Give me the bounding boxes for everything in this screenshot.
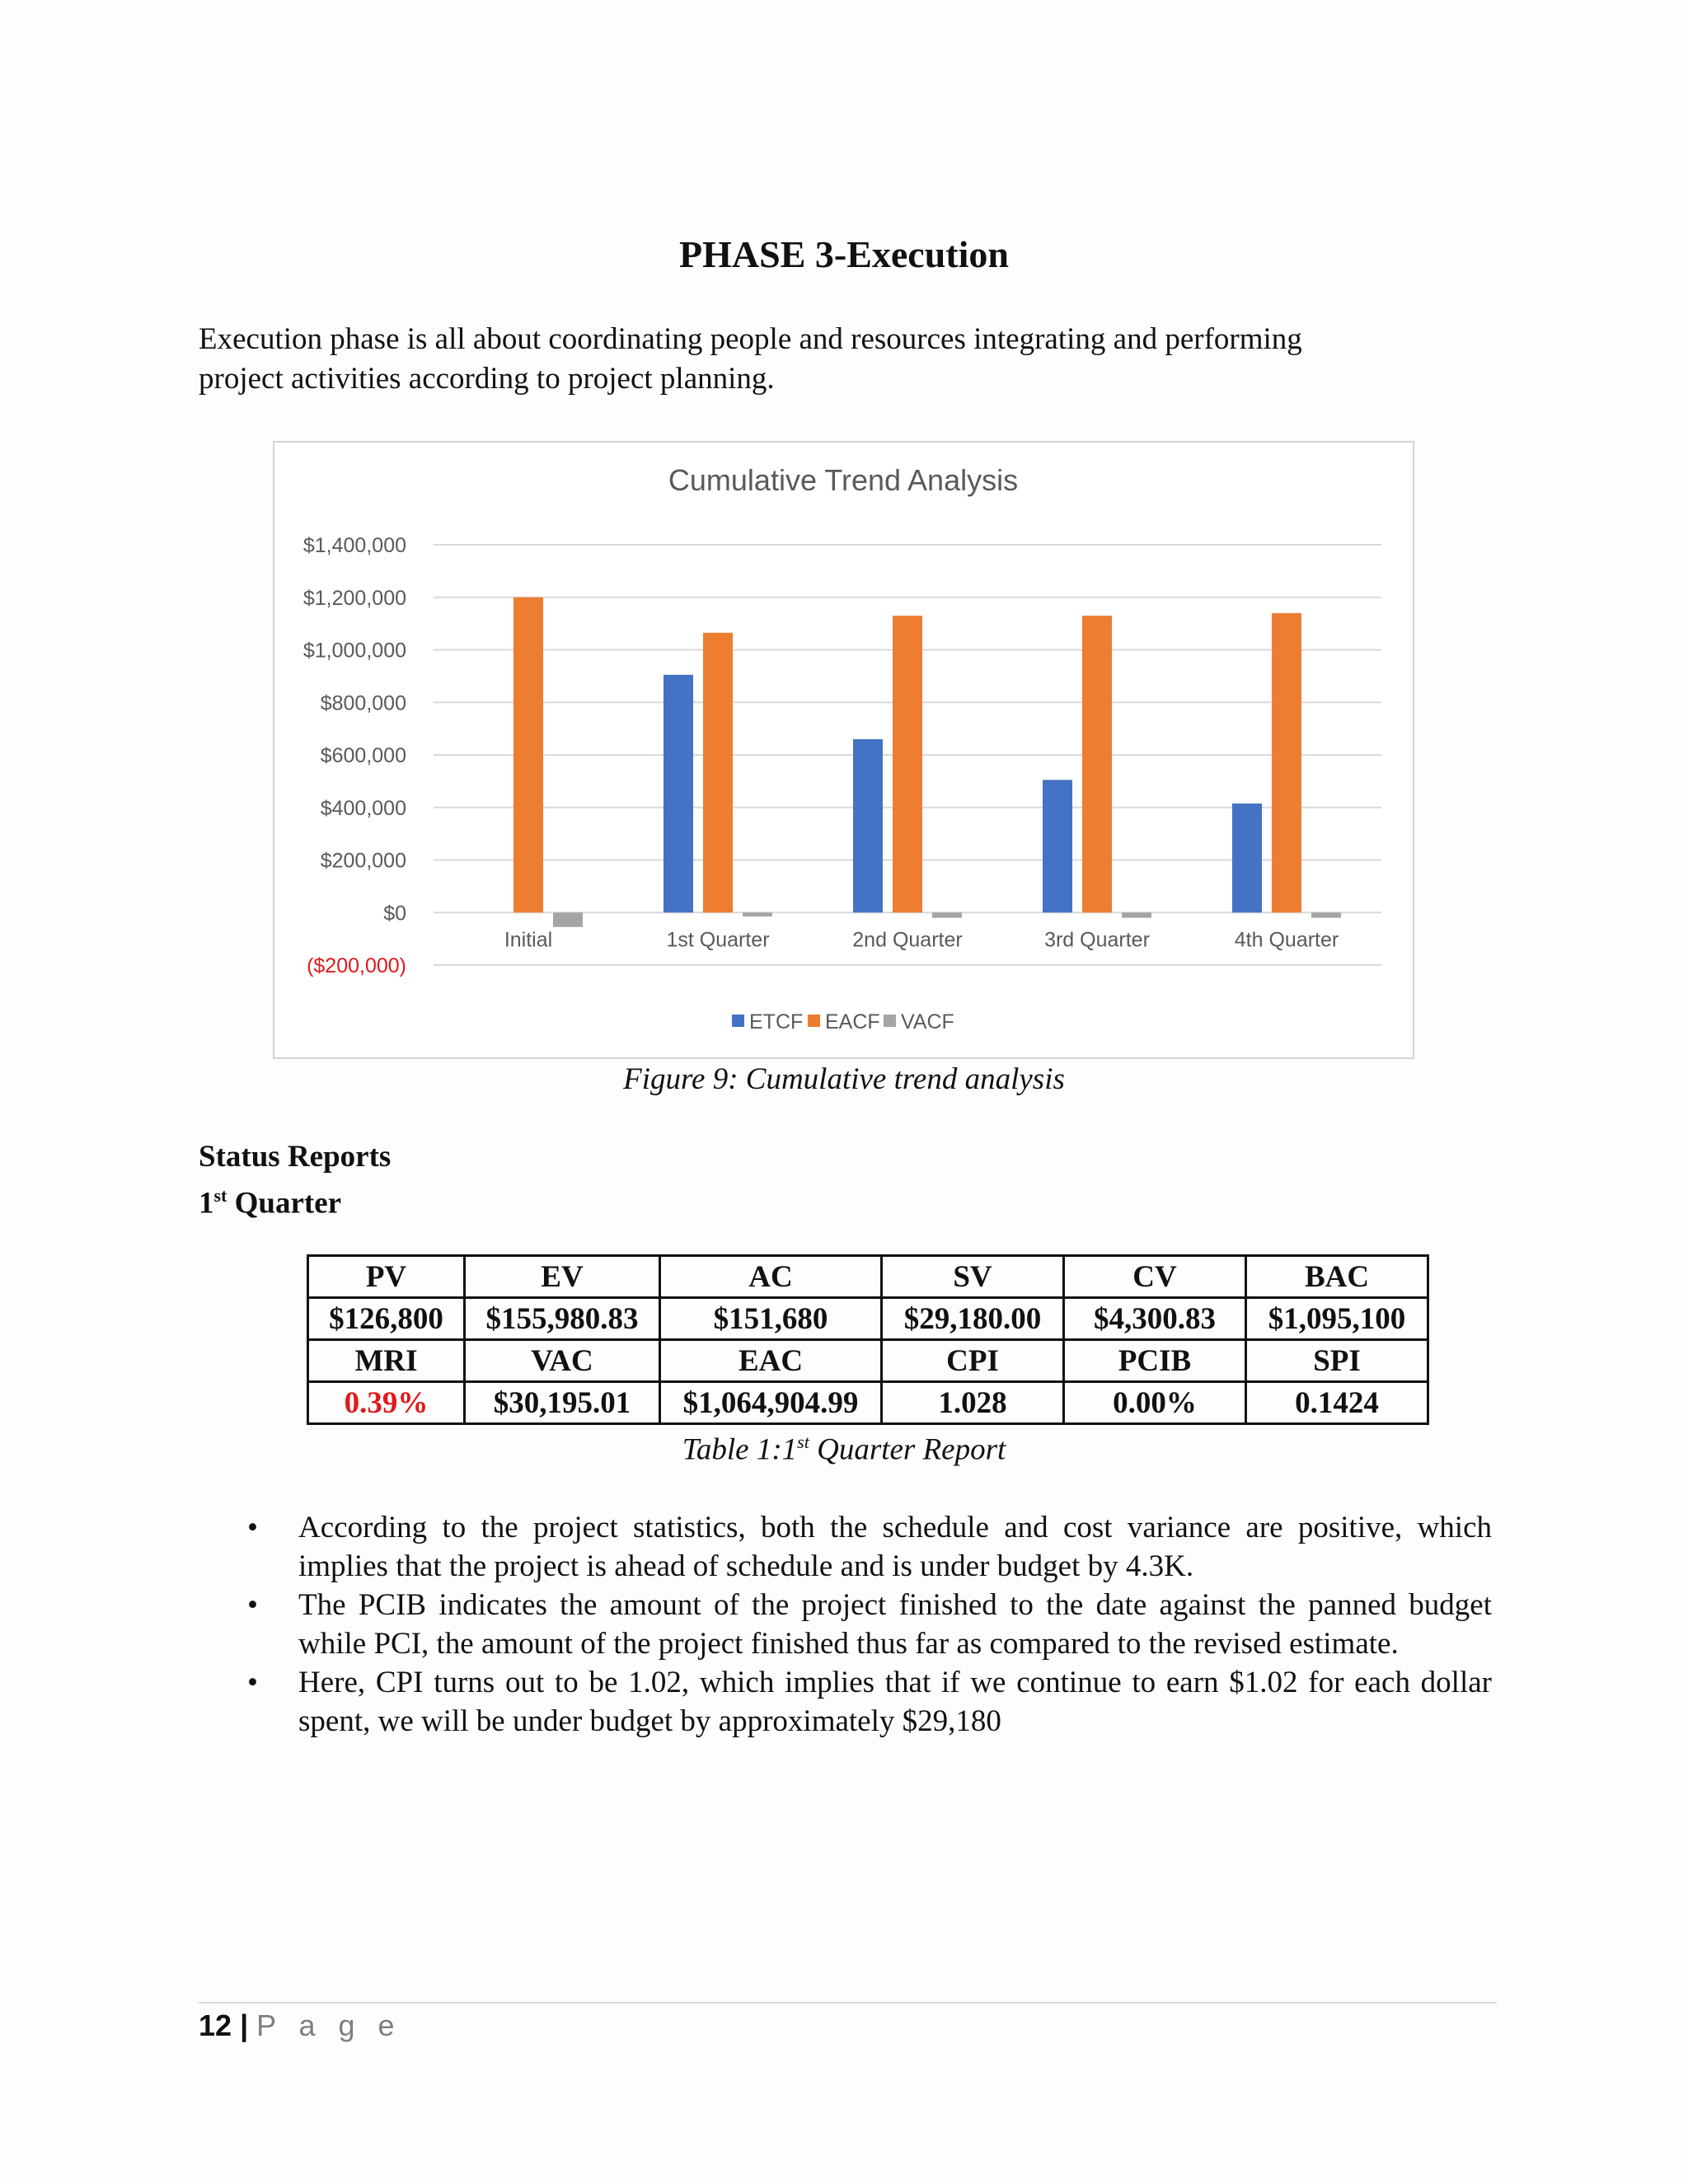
cumulative-trend-chart: [273, 441, 1414, 1059]
bullet-list: [247, 1508, 1492, 1741]
table-row: [308, 1382, 1428, 1424]
bar-vacf: [1311, 912, 1341, 917]
table-row: [308, 1298, 1428, 1340]
legend-label: ETCF: [749, 1010, 804, 1033]
figure-caption: Figure 9: Cumulative trend analysis: [623, 1062, 1065, 1096]
bar-eacf: [893, 616, 922, 912]
page-title: PHASE 3-Execution: [679, 233, 1009, 275]
table-caption-rest: Quarter Report: [809, 1432, 1006, 1467]
bar-vacf: [932, 912, 962, 917]
table-cell: 1.028: [882, 1382, 1064, 1424]
intro-paragraph: Execution phase is all about coordinating people and resources integrating and performing project activities according to project planning.: [199, 322, 1302, 396]
bar-vacf: [1122, 912, 1151, 917]
table-caption-prefix: Table 1:1: [682, 1432, 798, 1467]
table-cell: $126,800: [308, 1298, 465, 1340]
table-cell: SPI: [1246, 1340, 1428, 1382]
list-item-text: The PCIB indicates the amount of the project finished to the date against the panned budget while PCI, the amount of the project finished thus far as compared to the revised estimate.: [298, 1588, 1492, 1661]
footer-separator: |: [240, 2008, 249, 2042]
bar-etcf: [1043, 780, 1072, 912]
y-tick-label: $400,000: [320, 796, 406, 820]
table-caption-suffix: st: [797, 1432, 809, 1452]
page-number: 12: [199, 2008, 232, 2042]
list-item-text: Here, CPI turns out to be 1.02, which implies that if we continue to earn $1.02 for each dollar spent, we will be under budget by approximately $29,180: [298, 1666, 1492, 1738]
x-tick-label: 2nd Quarter: [852, 928, 963, 952]
list-item: [247, 1663, 1492, 1741]
table-cell: $1,095,100: [1246, 1298, 1428, 1340]
table-cell: $29,180.00: [882, 1298, 1064, 1340]
list-item: [247, 1508, 1492, 1586]
bullet-icon: •: [247, 1588, 258, 1622]
table-cell: SV: [882, 1256, 1064, 1298]
bar-eacf: [1082, 616, 1112, 912]
y-tick-label: $200,000: [320, 849, 406, 873]
legend-label: EACF: [825, 1010, 880, 1033]
table-cell: EV: [465, 1256, 660, 1298]
legend-swatch-vacf: [884, 1015, 896, 1027]
table-cell: CPI: [882, 1340, 1064, 1382]
y-tick-label: $0: [383, 902, 406, 926]
table-row: [308, 1256, 1428, 1298]
quarter-report-table: [307, 1254, 1429, 1425]
table-cell: 0.00%: [1064, 1382, 1246, 1424]
y-tick-label: $1,200,000: [302, 586, 406, 610]
table-cell: $155,980.83: [465, 1298, 660, 1340]
page-word: P a g e: [256, 2008, 402, 2042]
table-cell: EAC: [660, 1340, 882, 1382]
table-cell: $30,195.01: [465, 1382, 660, 1424]
table-cell: VAC: [465, 1340, 660, 1382]
table-cell: MRI: [308, 1340, 465, 1382]
y-tick-label: $600,000: [320, 744, 406, 767]
table-caption: [0, 1432, 1688, 1467]
x-tick-label: 4th Quarter: [1234, 928, 1339, 952]
footer-divider: [199, 2002, 1497, 2004]
bar-eacf: [1272, 613, 1301, 912]
bullet-icon: •: [247, 1666, 258, 1699]
bar-etcf: [1232, 804, 1262, 912]
quarter-word: Quarter: [234, 1186, 342, 1221]
bar-vacf: [743, 912, 772, 916]
table-cell: $1,064,904.99: [660, 1382, 882, 1424]
y-tick-label: $1,000,000: [302, 639, 406, 663]
table-cell: 0.39%: [308, 1382, 465, 1424]
legend-swatch-eacf: [808, 1015, 820, 1027]
status-reports-heading: [199, 1137, 391, 1222]
chart-title: Cumulative Trend Analysis: [668, 463, 1019, 497]
bar-eacf: [703, 633, 733, 912]
bullet-icon: •: [247, 1511, 258, 1544]
quarter-number: 1: [199, 1186, 214, 1221]
quarter-heading: [199, 1176, 391, 1222]
table-row: [308, 1340, 1428, 1382]
table-cell: $4,300.83: [1064, 1298, 1246, 1340]
bar-etcf: [853, 739, 883, 912]
table-cell: CV: [1064, 1256, 1246, 1298]
y-tick-label: $800,000: [320, 691, 406, 715]
bar-vacf: [553, 912, 583, 927]
bar-eacf: [513, 598, 543, 913]
table-cell: 0.1424: [1246, 1382, 1428, 1424]
list-item: [247, 1586, 1492, 1663]
legend-swatch-etcf: [732, 1015, 744, 1027]
x-tick-label: 1st Quarter: [666, 928, 770, 952]
x-tick-label: Initial: [504, 928, 553, 952]
y-tick-label: ($200,000): [307, 954, 406, 977]
table-cell: BAC: [1246, 1256, 1428, 1298]
bar-etcf: [663, 675, 693, 912]
section-heading: Status Reports: [199, 1140, 392, 1174]
page-footer: [199, 2008, 402, 2043]
legend-label: VACF: [901, 1010, 954, 1033]
x-tick-label: 3rd Quarter: [1044, 928, 1150, 952]
table-cell: PCIB: [1064, 1340, 1246, 1382]
table-cell: PV: [308, 1256, 465, 1298]
list-item-text: According to the project statistics, both the schedule and cost variance are positive, which implies that the project is ahead of schedule and is under budget by 4.3K.: [298, 1511, 1492, 1583]
y-tick-label: $1,400,000: [302, 534, 406, 557]
table-cell: AC: [660, 1256, 882, 1298]
table-cell: $151,680: [660, 1298, 882, 1340]
quarter-suffix: st: [213, 1185, 227, 1206]
